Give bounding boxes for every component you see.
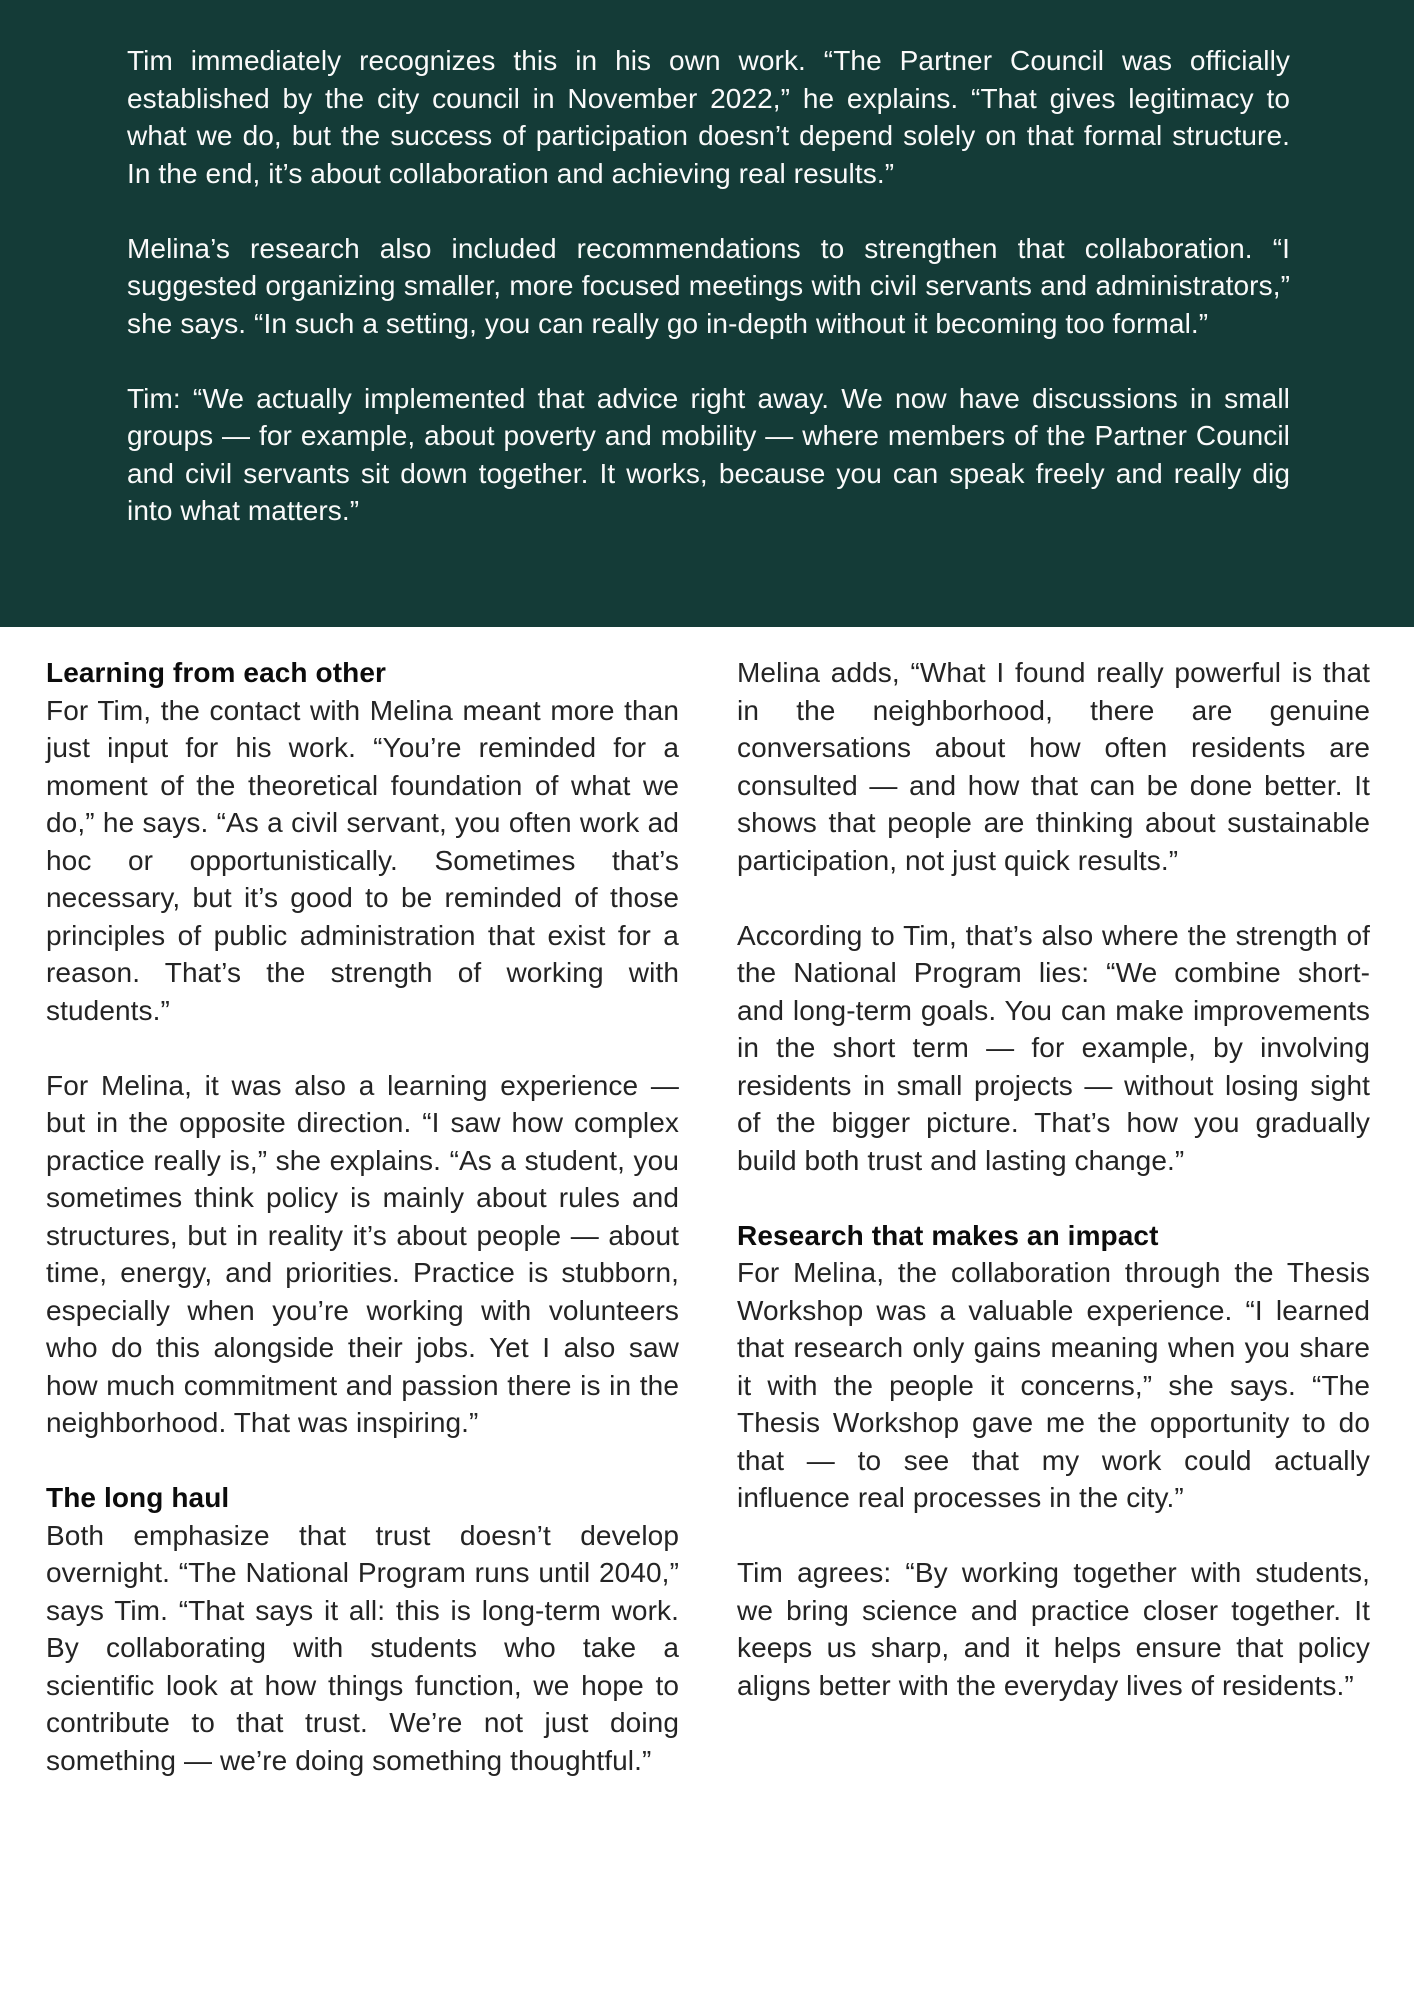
article-body xyxy=(0,627,1414,1817)
body-paragraph: According to Tim, that’s also where the strength of the National Program lies: “We combine short- and long-term goals. You can make improvements in the short term — for example, by involving residents in small projects — without losing sight of the bigger picture. That’s how you gradually build both trust and lasting change.” xyxy=(737,919,1370,1176)
section-heading-the-long-haul: The long haul xyxy=(46,1482,230,1513)
body-paragraph: Both emphasize that trust doesn’t develop overnight. “The National Program runs until 2040,” says Tim. “That says it all: this is long-term work. By collaborating with students who take a scientific look at how things function, we hope to contribute to that trust. We’re not just doing something — we’re doing something thoughtful.” xyxy=(46,1519,679,1776)
hero-quote-block xyxy=(0,0,1414,627)
hero-paragraph-2: Melina’s research also included recommendations to strengthen that collaboration. “I suggested organizing smaller, more focused meetings with civil servants and administrators,” she says. “In such a setting, you can really go in-depth without it becoming too formal.” xyxy=(127,232,1290,339)
body-paragraph: Tim agrees: “By working together with students, we bring science and practice closer together. It keeps us sharp, and it helps ensure that policy aligns better with the everyday lives of residents.” xyxy=(737,1557,1370,1701)
section-heading-learning-from-each-other: Learning from each other xyxy=(46,657,387,688)
body-paragraph: Melina adds, “What I found really powerful is that in the neighborhood, there are genuine conversations about how often residents are consulted — and how that can be done better. It shows that people are thinking about sustainable participation, not just quick results.” xyxy=(737,657,1370,876)
left-column xyxy=(46,654,679,1817)
section-heading-research-that-makes-an-impact: Research that makes an impact xyxy=(737,1219,1159,1251)
right-column xyxy=(737,654,1370,1817)
body-paragraph: For Tim, the contact with Melina meant more than just input for his work. “You’re reminded for a moment of the theoretical foundation of what we do,” he says. “As a civil servant, you often work ad hoc or opportunistically. Sometimes that’s necessary, but it’s good to be reminded of those principles of public administration that exist for a reason. That’s the strength of working with students.” xyxy=(46,694,679,1026)
hero-paragraph-3: Tim: “We actually implemented that advice right away. We now have discussions in small groups — for example, about poverty and mobility — where members of the Partner Council and civil servants sit down together. It works, because you can speak freely and really dig into what matters.” xyxy=(127,382,1290,526)
body-paragraph: For Melina, the collaboration through the Thesis Workshop was a valuable experience. “I learned that research only gains meaning when you share it with the people it concerns,” she says. “The Thesis Workshop gave me the opportunity to do that — to see that my work could actually influence real processes in the city.” xyxy=(737,1257,1370,1513)
body-paragraph: For Melina, it was also a learning experience — but in the opposite direction. “I saw how complex practice really is,” she explains. “As a student, you sometimes think policy is mainly about rules and structures, but in reality it’s about people — about time, energy, and priorities. Practice is stubborn, especially when you’re working with volunteers who do this alongside their jobs. Yet I also saw how much commitment and passion there is in the neighborhood. That was inspiring.” xyxy=(46,1069,679,1438)
hero-paragraph-1: Tim immediately recognizes this in his own work. “The Partner Council was officially established by the city council in November 2022,” he explains. “That gives legitimacy to what we do, but the success of participation doesn’t depend solely on that formal structure. In the end, it’s about collaboration and achieving real results.” xyxy=(127,45,1290,189)
